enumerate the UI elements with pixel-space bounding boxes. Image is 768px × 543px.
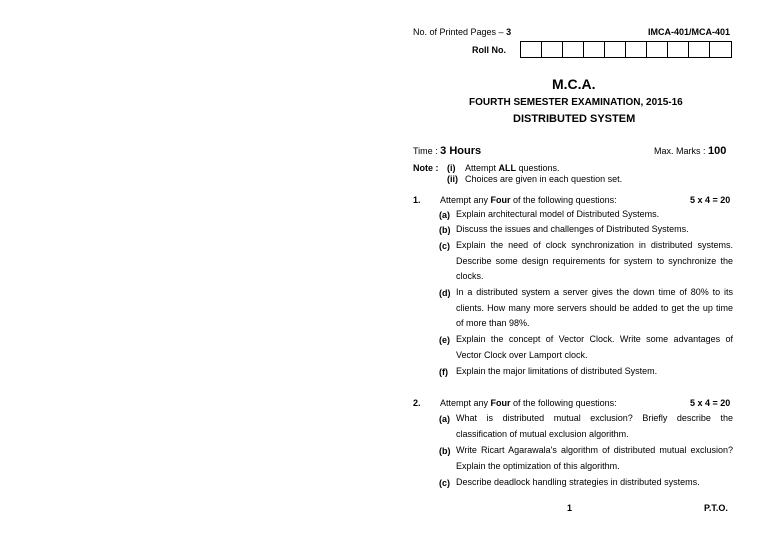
roll-no-box bbox=[520, 41, 541, 58]
roll-no-box bbox=[646, 41, 667, 58]
part-line: Describe some design requirements for system to synchronize the bbox=[456, 255, 733, 266]
part-text bbox=[456, 411, 733, 442]
part-line: Vector Clock over Lamport clock. bbox=[456, 349, 588, 360]
exam-title: FOURTH SEMESTER EXAMINATION, 2015-16 bbox=[469, 97, 683, 108]
marks-value: 100 bbox=[708, 145, 727, 157]
part-label: (c) bbox=[439, 241, 450, 251]
note-item-num: (ii) bbox=[447, 174, 458, 184]
part-text bbox=[456, 207, 733, 223]
part-line: Describe deadlock handling strategies in distributed systems. bbox=[456, 477, 700, 487]
part-line: Explain the optimization of this algorithm. bbox=[456, 460, 620, 471]
part-line: classification of mutual exclusion algorithm. bbox=[456, 428, 629, 439]
part-line: Explain architectural model of Distributed Systems. bbox=[456, 209, 660, 219]
note-item-text bbox=[465, 163, 560, 173]
roll-no-box bbox=[688, 41, 709, 58]
question-marks: 5 x 4 = 20 bbox=[690, 195, 731, 205]
part-line: Explain the major limitations of distributed System. bbox=[456, 366, 658, 376]
part-line: Write Ricart Agarawala's algorithm of distributed mutual exclusion? bbox=[456, 445, 733, 455]
note-item-num: (i) bbox=[447, 163, 456, 173]
roll-no-label: Roll No. bbox=[472, 45, 506, 55]
question-marks: 5 x 4 = 20 bbox=[690, 398, 731, 408]
roll-no-box bbox=[562, 41, 583, 58]
instruction-bold: Four bbox=[490, 398, 511, 408]
roll-no-box bbox=[541, 41, 562, 58]
part-label: (b) bbox=[439, 446, 451, 456]
part-text bbox=[456, 364, 733, 380]
part-label: (c) bbox=[439, 478, 450, 488]
time-value: 3 Hours bbox=[440, 145, 482, 157]
time-label: Time : bbox=[413, 146, 441, 156]
part-text bbox=[456, 332, 733, 363]
note-label: Note : bbox=[413, 163, 439, 173]
part-line: Explain the concept of Vector Clock. Write some advantages of bbox=[456, 334, 733, 344]
page-number: 1 bbox=[567, 503, 573, 513]
question-instruction bbox=[440, 398, 617, 408]
instruction-post: of the following questions: bbox=[510, 398, 617, 408]
part-line: Explain the need of clock synchronization in distributed systems. bbox=[456, 240, 733, 250]
roll-no-boxes bbox=[520, 41, 732, 58]
note-text-pre: Attempt bbox=[465, 163, 499, 173]
part-line: of more than 98%. bbox=[456, 318, 530, 328]
part-text bbox=[456, 222, 733, 238]
printed-pages-count: 3 bbox=[506, 27, 512, 37]
part-label: (f) bbox=[439, 367, 448, 377]
time-allowed bbox=[413, 145, 481, 157]
part-line: clocks. bbox=[456, 271, 484, 281]
part-label: (a) bbox=[439, 414, 450, 424]
part-line: In a distributed system a server gives the down time of 80% to its bbox=[456, 287, 733, 297]
note-item-text: Choices are given in each question set. bbox=[465, 174, 623, 184]
printed-pages-label: No. of Printed Pages – bbox=[413, 27, 507, 37]
question-number: 1. bbox=[413, 195, 421, 205]
max-marks bbox=[654, 145, 726, 157]
paper-code: IMCA-401/MCA-401 bbox=[648, 27, 731, 37]
pto-label: P.T.O. bbox=[704, 503, 728, 513]
part-label: (b) bbox=[439, 225, 451, 235]
instruction-pre: Attempt any bbox=[440, 398, 491, 408]
part-label: (a) bbox=[439, 210, 450, 220]
roll-no-box bbox=[604, 41, 625, 58]
instruction-pre: Attempt any bbox=[440, 195, 491, 205]
part-line: clients. How many more servers should be added to get the up time bbox=[456, 302, 733, 313]
roll-no-box bbox=[667, 41, 688, 58]
instruction-bold: Four bbox=[490, 195, 511, 205]
degree-title: M.C.A. bbox=[552, 76, 596, 92]
question-number: 2. bbox=[413, 398, 421, 408]
question-instruction bbox=[440, 195, 617, 205]
part-text bbox=[456, 285, 733, 332]
part-text bbox=[456, 475, 733, 491]
part-label: (d) bbox=[439, 288, 451, 298]
instruction-post: of the following questions: bbox=[510, 195, 617, 205]
printed-pages bbox=[413, 27, 511, 37]
roll-no-box bbox=[709, 41, 732, 58]
note-text-post: questions. bbox=[516, 163, 560, 173]
part-label: (e) bbox=[439, 335, 450, 345]
roll-no-box bbox=[583, 41, 604, 58]
roll-no-box bbox=[625, 41, 646, 58]
note-text-bold: ALL bbox=[498, 163, 517, 173]
part-line: Discuss the issues and challenges of Distributed Systems. bbox=[456, 224, 689, 234]
part-text bbox=[456, 443, 733, 474]
part-line: What is distributed mutual exclusion? Briefly describe the bbox=[456, 413, 733, 423]
part-text bbox=[456, 238, 733, 285]
marks-label: Max. Marks : bbox=[654, 146, 709, 156]
subject-title: DISTRIBUTED SYSTEM bbox=[513, 113, 636, 125]
